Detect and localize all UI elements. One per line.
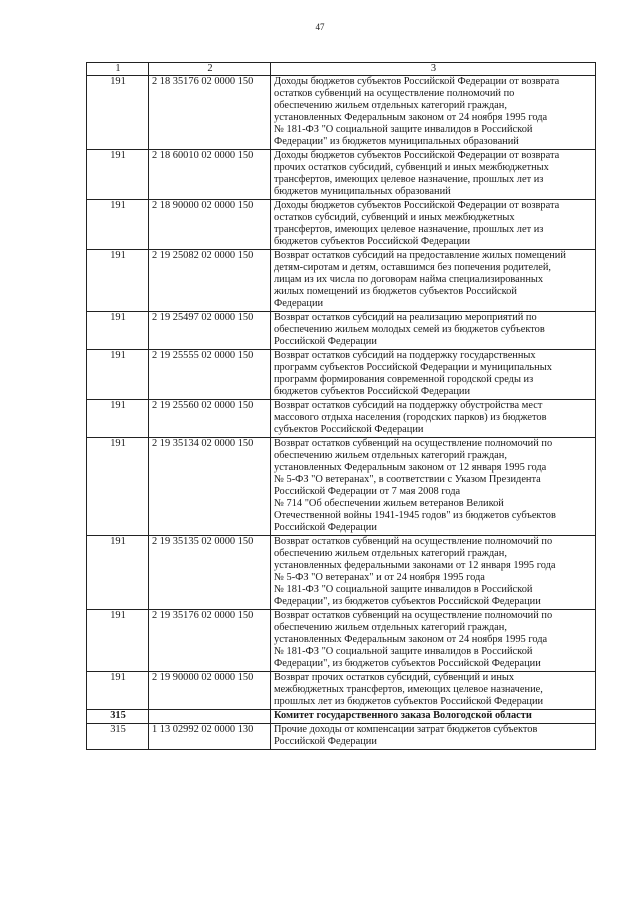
description-line: № 714 "Об обеспечении жильем ветеранов Великой: [274, 498, 504, 509]
table-row: [87, 672, 596, 710]
description-line: Возврат остатков субвенций на осуществление полномочий по: [274, 610, 553, 621]
revenue-code-cell: 2 19 25082 02 0000 150: [149, 250, 271, 312]
description-line: Комитет государственного заказа Вологодской области: [274, 710, 532, 721]
description-line: установленных федеральными законами от 12 января 1995 года: [274, 560, 556, 571]
description-line: программ формирования современной городской среды из: [274, 374, 534, 385]
description-line: установленных Федеральным законом от 24 ноября 1995 года: [274, 634, 548, 645]
description-line: обеспечению жильем отдельных категорий граждан,: [274, 622, 507, 633]
table-row: [87, 610, 596, 672]
description-line: трансфертов, имеющих целевое назначение, прошлых лет из: [274, 174, 544, 185]
admin-code-cell: 191: [87, 672, 149, 710]
description-line: массового отдыха населения (городских парков) из бюджетов: [274, 412, 547, 423]
description-line: межбюджетных трансфертов, имеющих целевое назначение,: [274, 684, 543, 695]
admin-code-cell: 191: [87, 312, 149, 350]
admin-code-cell: 191: [87, 150, 149, 200]
admin-code-cell: 191: [87, 350, 149, 400]
description-line: № 5-ФЗ "О ветеранах", в соответствии с Указом Президента: [274, 474, 541, 485]
description-cell: [271, 438, 596, 536]
description-line: Возврат прочих остатков субсидий, субвенций и иных: [274, 672, 515, 683]
description-line: № 181-ФЗ "О социальной защите инвалидов в Российской: [274, 124, 533, 135]
description-line: Возврат остатков субвенций на осуществление полномочий по: [274, 438, 553, 449]
description-line: обеспечению жильем отдельных категорий граждан,: [274, 450, 507, 461]
header-col-3: 3: [271, 63, 596, 76]
admin-code-cell: 191: [87, 536, 149, 610]
description-line: Доходы бюджетов субъектов Российской Федерации от возврата: [274, 76, 560, 87]
description-line: № 181-ФЗ "О социальной защите инвалидов в Российской: [274, 646, 533, 657]
revenue-code-cell: 2 19 35135 02 0000 150: [149, 536, 271, 610]
description-line: № 181-ФЗ "О социальной защите инвалидов в Российской: [274, 584, 533, 595]
description-cell: [271, 400, 596, 438]
description-cell: [271, 76, 596, 150]
description-line: Российской Федерации: [274, 336, 377, 347]
admin-code-cell: 191: [87, 438, 149, 536]
table-row: [87, 536, 596, 610]
table-row: [87, 400, 596, 438]
description-line: обеспечению жильем отдельных категорий граждан,: [274, 548, 507, 559]
admin-code-cell: 315: [87, 710, 149, 724]
description-line: Возврат остатков субсидий на предоставление жилых помещений: [274, 250, 566, 261]
description-line: программ субъектов Российской Федерации и муниципальных: [274, 362, 552, 373]
description-line: жилых помещений из бюджетов субъектов Российской: [274, 286, 517, 297]
description-line: Возврат остатков субвенций на осуществление полномочий по: [274, 536, 553, 547]
description-line: Отечественной войны 1941-1945 годов" из бюджетов субъектов: [274, 510, 556, 521]
table-row: [87, 150, 596, 200]
admin-code-cell: 315: [87, 724, 149, 750]
revenue-code-cell: 2 18 60010 02 0000 150: [149, 150, 271, 200]
description-cell: [271, 150, 596, 200]
header-col-1: 1: [87, 63, 149, 76]
revenue-code-cell: 2 18 35176 02 0000 150: [149, 76, 271, 150]
header-col-2: 2: [149, 63, 271, 76]
section-header-row: [87, 710, 596, 724]
table-row: [87, 724, 596, 750]
revenue-codes-table: [86, 62, 596, 750]
description-line: установленных Федеральным законом от 24 ноября 1995 года: [274, 112, 548, 123]
revenue-code-cell: 2 19 90000 02 0000 150: [149, 672, 271, 710]
revenue-code-cell: 1 13 02992 02 0000 130: [149, 724, 271, 750]
revenue-code-cell: 2 18 90000 02 0000 150: [149, 200, 271, 250]
admin-code-cell: 191: [87, 76, 149, 150]
revenue-code-cell: 2 19 35176 02 0000 150: [149, 610, 271, 672]
description-line: Российской Федерации: [274, 522, 377, 533]
description-cell: [271, 250, 596, 312]
description-cell: [271, 672, 596, 710]
description-cell: [271, 200, 596, 250]
description-line: остатков субсидий, субвенций и иных межбюджетных: [274, 212, 515, 223]
admin-code-cell: 191: [87, 250, 149, 312]
description-cell: [271, 710, 596, 724]
description-line: бюджетов субъектов Российской Федерации: [274, 386, 470, 397]
admin-code-cell: 191: [87, 200, 149, 250]
description-cell: [271, 350, 596, 400]
table-row: [87, 250, 596, 312]
description-line: субъектов Российской Федерации: [274, 424, 424, 435]
description-cell: [271, 724, 596, 750]
revenue-code-cell: 2 19 25555 02 0000 150: [149, 350, 271, 400]
description-line: Доходы бюджетов субъектов Российской Федерации от возврата: [274, 200, 560, 211]
table-row: [87, 312, 596, 350]
description-line: прочих остатков субсидий, субвенций и иных межбюджетных: [274, 162, 549, 173]
revenue-code-cell: 2 19 35134 02 0000 150: [149, 438, 271, 536]
table-body: [87, 76, 596, 750]
description-line: лицам из их числа по договорам найма специализированных: [274, 274, 544, 285]
description-cell: [271, 610, 596, 672]
description-line: Российской Федерации: [274, 736, 377, 747]
revenue-code-cell: 2 19 25497 02 0000 150: [149, 312, 271, 350]
description-line: обеспечению жильем молодых семей из бюджетов субъектов: [274, 324, 545, 335]
admin-code-cell: 191: [87, 400, 149, 438]
description-line: Федерации: [274, 298, 324, 309]
description-line: Федерации", из бюджетов субъектов Российской Федерации: [274, 658, 541, 669]
table-row: [87, 350, 596, 400]
table-row: [87, 200, 596, 250]
description-cell: [271, 312, 596, 350]
description-cell: [271, 536, 596, 610]
admin-code-cell: 191: [87, 610, 149, 672]
description-line: Возврат остатков субсидий на поддержку государственных: [274, 350, 536, 361]
description-line: бюджетов субъектов Российской Федерации: [274, 236, 470, 247]
description-line: № 5-ФЗ "О ветеранах" и от 24 ноября 1995 года: [274, 572, 485, 583]
description-line: бюджетов муниципальных образований: [274, 186, 451, 197]
description-line: Возврат остатков субсидий на реализацию мероприятий по: [274, 312, 537, 323]
revenue-code-cell: 2 19 25560 02 0000 150: [149, 400, 271, 438]
description-line: трансфертов, имеющих целевое назначение, прошлых лет из: [274, 224, 544, 235]
description-line: остатков субвенций на осуществление полномочий по: [274, 88, 515, 99]
description-line: Прочие доходы от компенсации затрат бюджетов субъектов: [274, 724, 538, 735]
description-line: Доходы бюджетов субъектов Российской Федерации от возврата: [274, 150, 560, 161]
description-line: детям-сиротам и детям, оставшимся без попечения родителей,: [274, 262, 552, 273]
description-line: Российской Федерации от 7 мая 2008 года: [274, 486, 461, 497]
table-row: [87, 438, 596, 536]
page-number: 47: [315, 22, 325, 32]
description-line: Федерации" из бюджетов муниципальных образований: [274, 136, 519, 147]
description-line: Федерации", из бюджетов субъектов Российской Федерации: [274, 596, 541, 607]
revenue-code-cell: [149, 710, 271, 724]
description-line: обеспечению жильем отдельных категорий граждан,: [274, 100, 507, 111]
description-line: установленных Федеральным законом от 12 января 1995 года: [274, 462, 547, 473]
description-line: прошлых лет из бюджетов субъектов Российской Федерации: [274, 696, 544, 707]
table-header-row: [87, 63, 596, 76]
table-row: [87, 76, 596, 150]
description-line: Возврат остатков субсидий на поддержку обустройства мест: [274, 400, 543, 411]
